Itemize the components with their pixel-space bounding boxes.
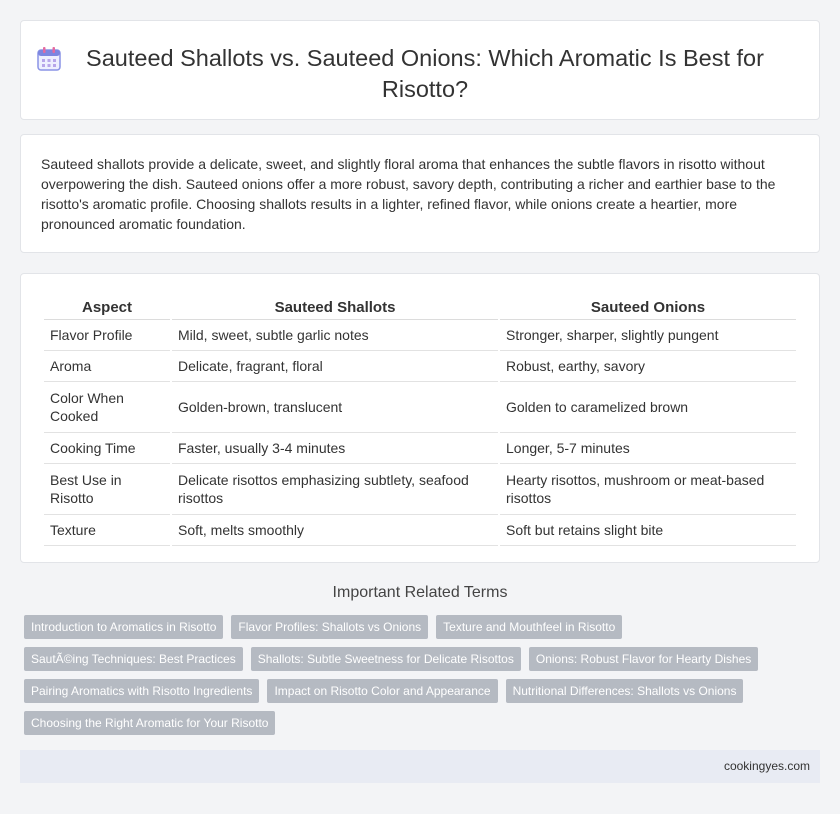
table-cell: Soft but retains slight bite — [500, 515, 796, 546]
table-cell: Faster, usually 3-4 minutes — [172, 433, 498, 464]
table-cell: Robust, earthy, savory — [500, 351, 796, 382]
footer — [20, 750, 820, 783]
header-aspect: Aspect — [44, 295, 170, 320]
table-cell: Texture — [44, 515, 170, 546]
page-title: Sauteed Shallots vs. Sauteed Onions: Which Aromatic Is Best for Risotto? — [86, 45, 764, 102]
related-term-tag[interactable]: SautÃ©ing Techniques: Best Practices — [24, 647, 243, 671]
related-term-tag[interactable]: Onions: Robust Flavor for Hearty Dishes — [529, 647, 758, 671]
related-term-tag[interactable]: Flavor Profiles: Shallots vs Onions — [231, 615, 428, 639]
related-term-tag[interactable]: Impact on Risotto Color and Appearance — [267, 679, 497, 703]
header-onions: Sauteed Onions — [500, 295, 796, 320]
table-cell: Aroma — [44, 351, 170, 382]
table-row — [44, 320, 796, 351]
table-cell: Soft, melts smoothly — [172, 515, 498, 546]
table-cell: Delicate risottos emphasizing subtlety, seafood risottos — [172, 464, 498, 515]
related-term-tag[interactable]: Pairing Aromatics with Risotto Ingredients — [24, 679, 259, 703]
table-row — [44, 464, 796, 515]
table-cell: Cooking Time — [44, 433, 170, 464]
calendar-icon — [35, 45, 63, 73]
related-terms-heading: Important Related Terms — [332, 584, 508, 601]
table-cell: Stronger, sharper, slightly pungent — [500, 320, 796, 351]
table-cell: Mild, sweet, subtle garlic notes — [172, 320, 498, 351]
header-card — [20, 20, 820, 120]
comparison-table — [42, 295, 798, 546]
table-cell: Hearty risottos, mushroom or meat-based risottos — [500, 464, 796, 515]
related-term-tag[interactable]: Choosing the Right Aromatic for Your Risotto — [24, 711, 275, 735]
intro-card — [20, 134, 820, 253]
table-row — [44, 382, 796, 433]
table-cell: Golden to caramelized brown — [500, 382, 796, 433]
table-cell: Golden-brown, translucent — [172, 382, 498, 433]
table-row — [44, 351, 796, 382]
related-terms-list — [24, 615, 784, 743]
related-term-tag[interactable]: Nutritional Differences: Shallots vs Onions — [506, 679, 744, 703]
table-row — [44, 433, 796, 464]
table-row — [44, 515, 796, 546]
table-cell: Delicate, fragrant, floral — [172, 351, 498, 382]
table-cell: Color When Cooked — [44, 382, 170, 433]
footer-site-link[interactable]: cookingyes.com — [723, 759, 810, 773]
related-term-tag[interactable]: Texture and Mouthfeel in Risotto — [436, 615, 622, 639]
related-term-tag[interactable]: Introduction to Aromatics in Risotto — [24, 615, 223, 639]
related-term-tag[interactable]: Shallots: Subtle Sweetness for Delicate Risottos — [251, 647, 521, 671]
table-cell: Flavor Profile — [44, 320, 170, 351]
table-header-row — [44, 295, 796, 320]
intro-paragraph: Sauteed shallots provide a delicate, sweet, and slightly floral aroma that enhances the subtle flavors in risotto without overpowering the dish. Sauteed onions offer a more robust, savory depth, contributing a richer and earthier base to the risotto's aromatic profile. Choosing shallots results in a lighter, refined flavor, while onions create a heartier, more pronounced aromatic foundation. — [41, 156, 776, 232]
table-cell: Longer, 5-7 minutes — [500, 433, 796, 464]
header-shallots: Sauteed Shallots — [172, 295, 498, 320]
comparison-card — [20, 273, 820, 563]
table-cell: Best Use in Risotto — [44, 464, 170, 515]
